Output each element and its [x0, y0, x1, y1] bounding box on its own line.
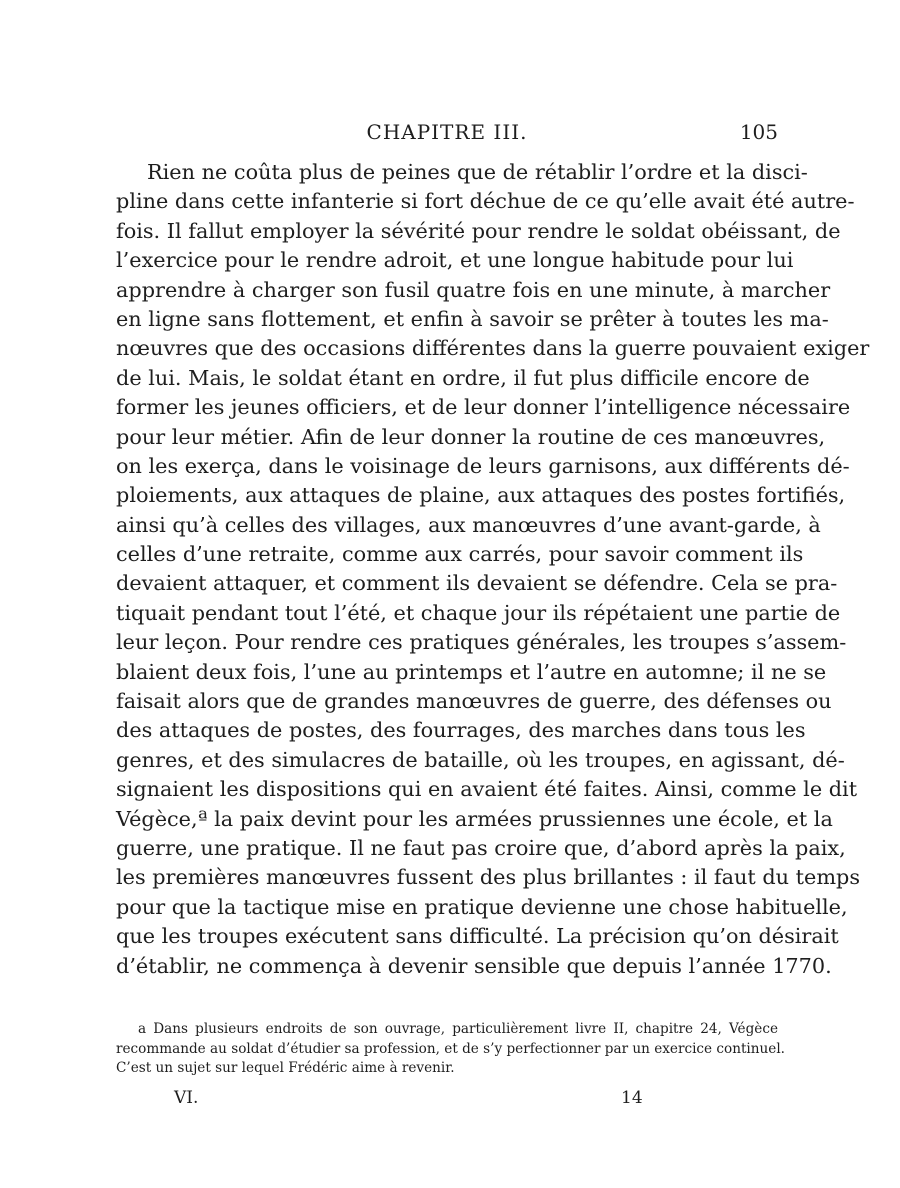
volume-mark: VI. — [174, 1088, 199, 1108]
text-line: on les exerça, dans le voisinage de leurs garnisons, aux différents dé- — [116, 453, 850, 478]
text-line: Rien ne coûta plus de peines que de rétablir l’ordre et la disci- — [147, 160, 808, 184]
text-line: leur leçon. Pour rendre ces pratiques générales, les troupes s’assem- — [116, 630, 847, 655]
text-line: ainsi qu’à celles des villages, aux manœuvres d’une avant-garde, à — [116, 512, 821, 537]
page-header — [116, 120, 778, 148]
text-line: blaient deux fois, l’une au printemps et l’autre en automne; il ne se — [116, 659, 827, 684]
text-line: apprendre à charger son fusil quatre fois en une minute, à marcher — [116, 277, 831, 302]
text-line: signaient les dispositions qui en avaient été faites. Ainsi, comme le dit — [116, 777, 858, 802]
chapter-title: CHAPITRE III. — [366, 120, 528, 144]
text-line: celles d’une retraite, comme aux carrés, pour savoir comment ils — [116, 542, 804, 567]
footnote-line: a Dans plusieurs endroits de son ouvrage, particulièrement livre II, chapitre 24, Végèce — [138, 1021, 778, 1037]
text-line: nœuvres que des occasions différentes dans la guerre pouvaient exiger — [116, 336, 870, 361]
text-line: des attaques de postes, des fourrages, des marches dans tous les — [116, 718, 806, 743]
sheet-number: 14 — [621, 1088, 643, 1108]
text-line: pline dans cette infanterie si fort déchue de ce qu’elle avait été autre- — [116, 189, 855, 214]
text-line: de lui. Mais, le soldat étant en ordre, il fut plus difficile encore de — [116, 365, 810, 390]
footnote-line: recommande au soldat d’étudier sa profession, et de s’y perfectionner par un exercice continuel. — [116, 1040, 786, 1057]
footnote-line: C’est un sujet sur lequel Frédéric aime à revenir. — [116, 1060, 455, 1076]
text-line: Végèce,ª la paix devint pour les armées prussiennes une école, et la — [116, 806, 833, 831]
printer-signature — [174, 1088, 654, 1112]
text-line: pour que la tactique mise en pratique devienne une chose habituelle, — [116, 894, 848, 919]
text-line: en ligne sans flottement, et enfin à savoir se prêter à toutes les ma- — [116, 306, 829, 331]
text-line: d’établir, ne commença à devenir sensible que depuis l’année 1770. — [116, 953, 832, 978]
text-line: tiquait pendant tout l’été, et chaque jour ils répétaient une partie de — [116, 600, 841, 625]
text-line: que les troupes exécutent sans difficulté. La précision qu’on désirait — [116, 924, 839, 949]
text-line: guerre, une pratique. Il ne faut pas croire que, d’abord après la paix, — [116, 835, 846, 860]
text-line: devaient attaquer, et comment ils devaient se défendre. Cela se pra- — [116, 571, 838, 596]
text-line: fois. Il fallut employer la sévérité pour rendre le soldat obéissant, de — [116, 218, 841, 243]
body-text — [116, 158, 870, 981]
footnote — [116, 1020, 786, 1079]
text-line: pour leur métier. Afin de leur donner la routine de ces manœuvres, — [116, 424, 826, 449]
text-line: ploiements, aux attaques de plaine, aux attaques des postes fortifiés, — [116, 483, 846, 508]
text-line: faisait alors que de grandes manœuvres de guerre, des défenses ou — [116, 689, 832, 714]
text-line: former les jeunes officiers, et de leur donner l’intelligence nécessaire — [116, 395, 851, 420]
page-number: 105 — [739, 120, 778, 144]
text-line: genres, et des simulacres de bataille, où les troupes, en agissant, dé- — [116, 747, 845, 772]
text-line: les premières manœuvres fussent des plus brillantes : il faut du temps — [116, 865, 861, 890]
text-line: l’exercice pour le rendre adroit, et une longue habitude pour lui — [116, 248, 794, 273]
